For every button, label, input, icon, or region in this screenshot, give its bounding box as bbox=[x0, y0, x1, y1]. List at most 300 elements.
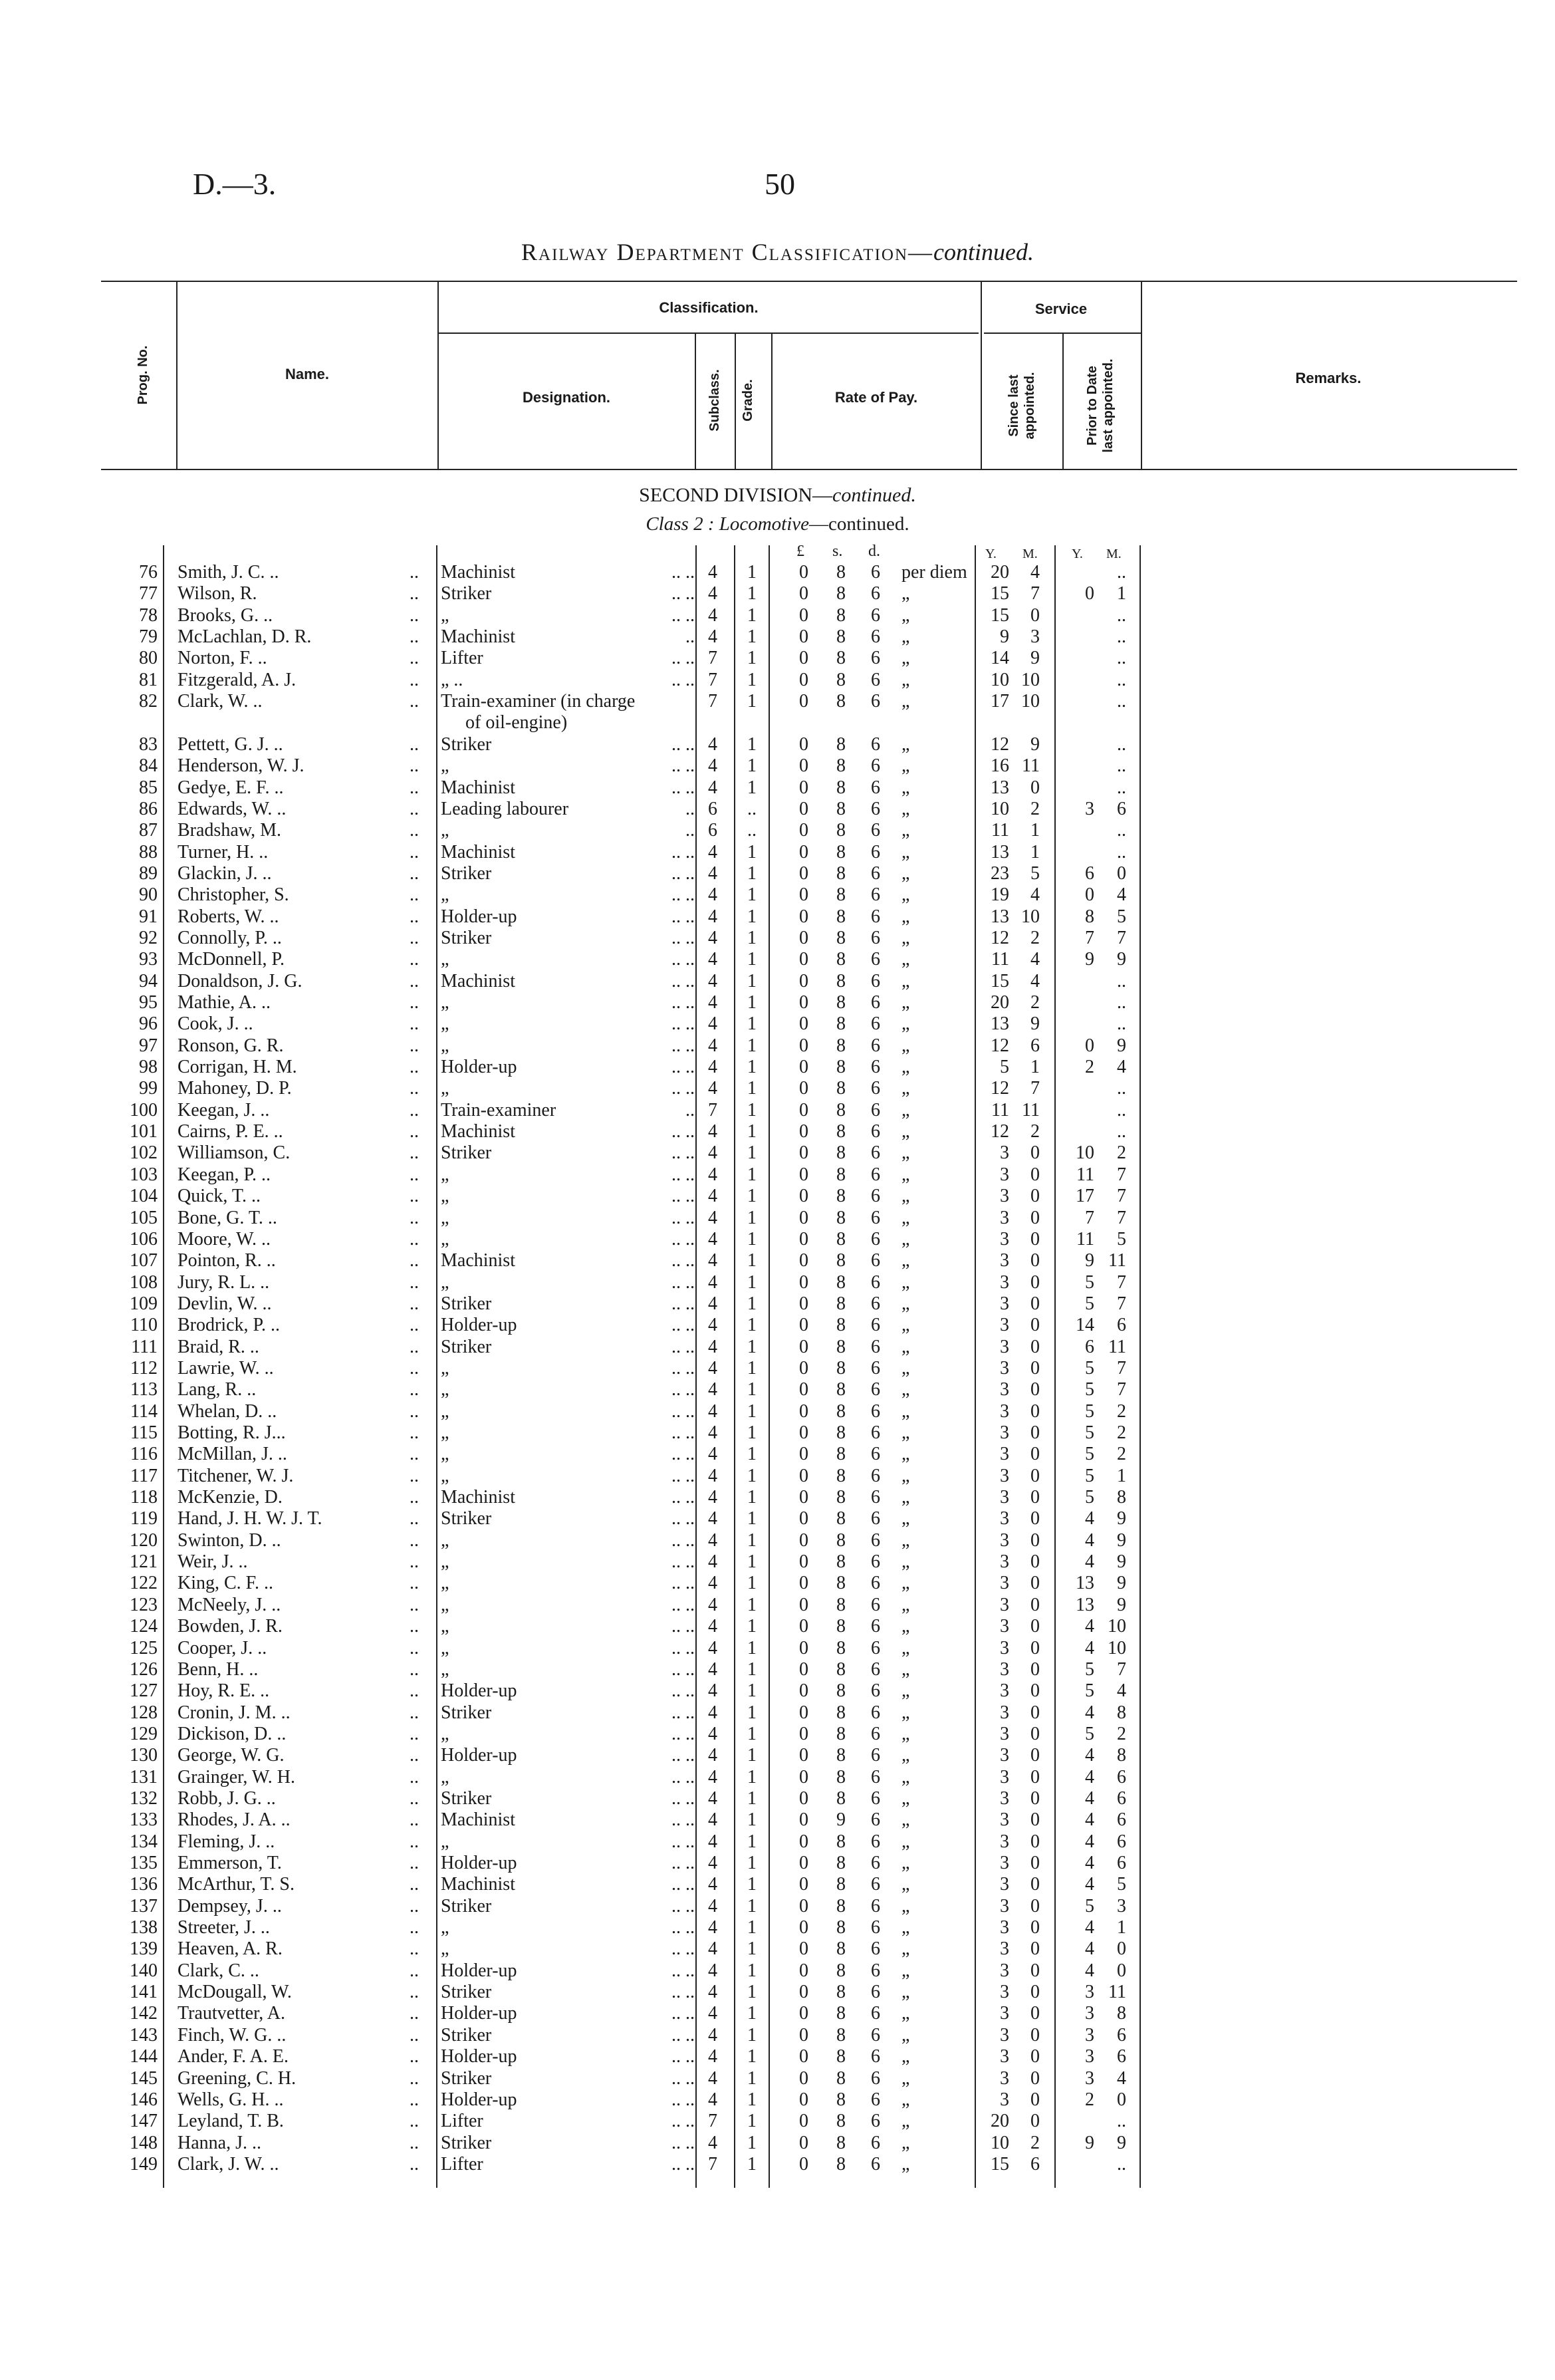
pay-pence: 6 bbox=[871, 2046, 880, 2067]
grade: 1 bbox=[747, 1766, 757, 1787]
since-years: 3 bbox=[1000, 1938, 1009, 1960]
subclass: 7 bbox=[708, 1099, 717, 1121]
prior-months: 8 bbox=[1117, 2003, 1126, 2024]
leader-dots: .. bbox=[410, 841, 419, 862]
grade: 1 bbox=[747, 927, 757, 948]
leader-dots: .. .. bbox=[671, 1207, 695, 1228]
table-row bbox=[0, 1250, 1555, 1271]
prior-years: 4 bbox=[1085, 1529, 1094, 1551]
subclass: 4 bbox=[708, 1702, 717, 1723]
leader-dots: .. bbox=[410, 1616, 419, 1637]
prior-months: 5 bbox=[1117, 1874, 1126, 1895]
employee-name: Ander, F. A. E. bbox=[178, 2046, 289, 2067]
since-months: 0 bbox=[1030, 1186, 1040, 1207]
prior-years: 6 bbox=[1085, 862, 1094, 884]
pay-period: „ bbox=[901, 1658, 910, 1680]
designation: „ bbox=[441, 1551, 449, 1573]
prior-months: .. bbox=[1117, 1078, 1126, 1099]
leader-dots: .. bbox=[410, 755, 419, 777]
pay-pence: 6 bbox=[871, 1874, 880, 1895]
since-years: 3 bbox=[1000, 1723, 1009, 1744]
page-title bbox=[0, 238, 1555, 266]
since-months: 2 bbox=[1030, 798, 1040, 819]
prior-months: 0 bbox=[1117, 1960, 1126, 1981]
table-row bbox=[0, 928, 1555, 949]
subclass: 4 bbox=[708, 1121, 717, 1142]
pay-shillings: 8 bbox=[836, 841, 846, 862]
designation: Striker bbox=[441, 733, 492, 755]
since-years: 3 bbox=[1000, 1444, 1009, 1465]
table-row bbox=[0, 1551, 1555, 1573]
pay-shillings: 8 bbox=[836, 1766, 846, 1787]
employee-name: Roberts, W. .. bbox=[178, 906, 279, 927]
leader-dots: .. bbox=[410, 992, 419, 1013]
pay-period: „ bbox=[901, 970, 910, 992]
prior-years: 4 bbox=[1085, 1874, 1094, 1895]
prog-no: 137 bbox=[130, 1895, 158, 1917]
leader-dots: .. bbox=[410, 1336, 419, 1357]
prog-no: 126 bbox=[130, 1658, 158, 1680]
pay-pence: 6 bbox=[871, 1637, 880, 1658]
leader-dots: .. bbox=[410, 669, 419, 690]
subclass: 4 bbox=[708, 562, 717, 583]
prog-no: 121 bbox=[130, 1551, 158, 1573]
employee-name: Finch, W. G. .. bbox=[178, 2024, 287, 2046]
leader-dots: .. .. bbox=[671, 1766, 695, 1787]
leader-dots: .. .. bbox=[671, 1315, 695, 1336]
since-years: 3 bbox=[1000, 1379, 1009, 1400]
prior-years: 4 bbox=[1085, 1551, 1094, 1573]
table-row bbox=[0, 1401, 1555, 1422]
since-years: 3 bbox=[1000, 1680, 1009, 1702]
designation: Leading labourer bbox=[441, 798, 569, 819]
designation: Machinist bbox=[441, 1809, 515, 1831]
pay-pence: 6 bbox=[871, 2003, 880, 2024]
subclass: 7 bbox=[708, 2153, 717, 2175]
since-years: 3 bbox=[1000, 1250, 1009, 1271]
subclass: 4 bbox=[708, 927, 717, 948]
prog-no: 133 bbox=[130, 1809, 158, 1831]
table-row bbox=[0, 670, 1555, 691]
pay-pence: 6 bbox=[871, 1013, 880, 1035]
subclass: 4 bbox=[708, 1745, 717, 1766]
pay-period: „ bbox=[901, 1444, 910, 1465]
pay-pounds: 0 bbox=[799, 648, 808, 669]
grade: 1 bbox=[747, 1982, 757, 2003]
designation: Holder-up bbox=[441, 2089, 517, 2110]
grade: 1 bbox=[747, 884, 757, 906]
since-years: 3 bbox=[1000, 1164, 1009, 1185]
pay-period: „ bbox=[901, 2067, 910, 2089]
designation: „ bbox=[441, 1207, 449, 1228]
pay-shillings: 8 bbox=[836, 2024, 846, 2046]
since-months: 9 bbox=[1030, 1013, 1040, 1035]
leader-dots: .. .. bbox=[671, 733, 695, 755]
subclass: 4 bbox=[708, 777, 717, 798]
title-main: Railway Department Classification— bbox=[521, 239, 934, 265]
table-row bbox=[0, 799, 1555, 820]
employee-name: McDonnell, P. bbox=[178, 949, 285, 970]
table-row bbox=[0, 2003, 1555, 2024]
since-months: 0 bbox=[1030, 1658, 1040, 1680]
prog-no: 111 bbox=[131, 1336, 158, 1357]
division-heading bbox=[0, 484, 1555, 507]
designation: Lifter bbox=[441, 2111, 483, 2132]
pay-pounds: 0 bbox=[799, 1142, 808, 1164]
table-row bbox=[0, 1767, 1555, 1788]
prog-no: 128 bbox=[130, 1702, 158, 1723]
prior-months: 6 bbox=[1117, 1787, 1126, 1809]
table-row bbox=[0, 1057, 1555, 1078]
since-months: 0 bbox=[1030, 1228, 1040, 1250]
pay-pounds: 0 bbox=[799, 1917, 808, 1938]
subclass: 4 bbox=[708, 1078, 717, 1099]
since-years: 3 bbox=[1000, 1616, 1009, 1637]
pay-shillings: 8 bbox=[836, 1487, 846, 1508]
pay-period: „ bbox=[901, 906, 910, 927]
class-suffix: —continued. bbox=[809, 513, 909, 535]
grade: 1 bbox=[747, 2024, 757, 2046]
grade: 1 bbox=[747, 1529, 757, 1551]
leader-dots: .. .. bbox=[671, 777, 695, 798]
pay-pence: 6 bbox=[871, 1099, 880, 1121]
leader-dots: .. bbox=[410, 1164, 419, 1185]
pay-pounds: 0 bbox=[799, 1702, 808, 1723]
prog-no: 149 bbox=[130, 2153, 158, 2175]
since-months: 10 bbox=[1021, 669, 1040, 690]
since-years: 3 bbox=[1000, 1207, 1009, 1228]
pay-pounds: 0 bbox=[799, 862, 808, 884]
table-row bbox=[0, 1358, 1555, 1379]
since-years: 3 bbox=[1000, 1702, 1009, 1723]
designation: Holder-up bbox=[441, 1680, 517, 1702]
pay-period: „ bbox=[901, 820, 910, 841]
pay-pounds: 0 bbox=[799, 1723, 808, 1744]
designation: „ bbox=[441, 1444, 449, 1465]
leader-dots: .. .. bbox=[671, 648, 695, 669]
designation: Machinist bbox=[441, 562, 515, 583]
pay-pounds: 0 bbox=[799, 1271, 808, 1293]
pay-pence: 6 bbox=[871, 1465, 880, 1486]
employee-name: Whelan, D. .. bbox=[178, 1400, 277, 1422]
prior-months: 7 bbox=[1117, 1186, 1126, 1207]
since-months: 0 bbox=[1030, 2003, 1040, 2024]
grade: 1 bbox=[747, 1207, 757, 1228]
pay-period: „ bbox=[901, 862, 910, 884]
pay-pounds: 0 bbox=[799, 1551, 808, 1573]
unit-months-since: M. bbox=[1022, 547, 1038, 561]
pay-shillings: 8 bbox=[836, 691, 846, 712]
prior-months: .. bbox=[1117, 755, 1126, 777]
since-years: 9 bbox=[1000, 626, 1009, 648]
header-prior-to-date bbox=[1084, 356, 1116, 456]
leader-dots: .. bbox=[410, 1315, 419, 1336]
pay-pounds: 0 bbox=[799, 2003, 808, 2024]
leader-dots: .. .. bbox=[671, 1637, 695, 1658]
prog-no: 93 bbox=[139, 949, 158, 970]
designation: „ bbox=[441, 1658, 449, 1680]
pay-pounds: 0 bbox=[799, 1293, 808, 1314]
pay-period: „ bbox=[901, 1745, 910, 1766]
designation: „ bbox=[441, 992, 449, 1013]
pay-pounds: 0 bbox=[799, 583, 808, 604]
grade: 1 bbox=[747, 1250, 757, 1271]
table-row bbox=[0, 1121, 1555, 1142]
leader-dots: .. .. bbox=[671, 1487, 695, 1508]
prior-months: .. bbox=[1117, 626, 1126, 648]
employee-name: Henderson, W. J. bbox=[178, 755, 304, 777]
since-years: 3 bbox=[1000, 1982, 1009, 2003]
leader-dots: .. bbox=[410, 1271, 419, 1293]
leader-dots: .. .. bbox=[671, 970, 695, 992]
subclass: 4 bbox=[708, 1853, 717, 1873]
pay-shillings: 8 bbox=[836, 1529, 846, 1551]
since-months: 0 bbox=[1030, 777, 1040, 798]
since-months: 0 bbox=[1030, 1379, 1040, 1400]
since-years: 3 bbox=[1000, 1745, 1009, 1766]
since-years: 3 bbox=[1000, 1917, 1009, 1938]
classification-underline bbox=[439, 332, 979, 334]
pay-period: „ bbox=[901, 1121, 910, 1142]
prog-no: 92 bbox=[139, 927, 158, 948]
since-years: 3 bbox=[1000, 1831, 1009, 1852]
grade: 1 bbox=[747, 648, 757, 669]
leader-dots: .. bbox=[410, 1853, 419, 1873]
since-years: 10 bbox=[991, 798, 1009, 819]
grade: 1 bbox=[747, 906, 757, 927]
subclass: 4 bbox=[708, 1874, 717, 1895]
pay-period: „ bbox=[901, 1637, 910, 1658]
grade: 1 bbox=[747, 1487, 757, 1508]
grade: 1 bbox=[747, 1745, 757, 1766]
pay-pence: 6 bbox=[871, 1336, 880, 1357]
pay-period: „ bbox=[901, 1917, 910, 1938]
grade: 1 bbox=[747, 1616, 757, 1637]
employee-name: Benn, H. .. bbox=[178, 1658, 259, 1680]
pay-pence: 6 bbox=[871, 1315, 880, 1336]
prog-no: 148 bbox=[130, 2132, 158, 2153]
prog-no: 141 bbox=[130, 1982, 158, 2003]
subclass: 6 bbox=[708, 820, 717, 841]
table-row bbox=[0, 2068, 1555, 2089]
pay-pounds: 0 bbox=[799, 1960, 808, 1981]
pay-pounds: 0 bbox=[799, 1637, 808, 1658]
pay-period: „ bbox=[901, 1508, 910, 1529]
pay-shillings: 8 bbox=[836, 1960, 846, 1981]
pay-shillings: 8 bbox=[836, 2089, 846, 2110]
leader-dots: .. .. bbox=[671, 1787, 695, 1809]
pay-pence: 6 bbox=[871, 1121, 880, 1142]
pay-period: „ bbox=[901, 2089, 910, 2110]
pay-pence: 6 bbox=[871, 1680, 880, 1702]
prior-years: 6 bbox=[1085, 1336, 1094, 1357]
designation: Striker bbox=[441, 1787, 492, 1809]
leader-dots: .. bbox=[410, 1422, 419, 1443]
prog-no: 114 bbox=[130, 1400, 158, 1422]
employee-name: Pointon, R. .. bbox=[178, 1250, 276, 1271]
prior-months: 8 bbox=[1117, 1702, 1126, 1723]
since-months: 1 bbox=[1030, 1057, 1040, 1078]
pay-shillings: 8 bbox=[836, 604, 846, 626]
pay-shillings: 8 bbox=[836, 1745, 846, 1766]
leader-dots: .. bbox=[410, 1702, 419, 1723]
prog-no: 113 bbox=[130, 1379, 158, 1400]
leader-dots: .. .. bbox=[671, 2024, 695, 2046]
since-years: 13 bbox=[991, 906, 1009, 927]
subclass: 4 bbox=[708, 1379, 717, 1400]
pay-pence: 6 bbox=[871, 1400, 880, 1422]
subclass: 4 bbox=[708, 884, 717, 906]
prior-months: 1 bbox=[1117, 1917, 1126, 1938]
pay-shillings: 8 bbox=[836, 755, 846, 777]
since-years: 17 bbox=[991, 691, 1009, 712]
prior-years: 3 bbox=[1085, 2024, 1094, 2046]
pay-period: „ bbox=[901, 1250, 910, 1271]
pay-pence: 6 bbox=[871, 1766, 880, 1787]
leader-dots: .. bbox=[410, 1099, 419, 1121]
table-row bbox=[0, 1100, 1555, 1121]
designation: Holder-up bbox=[441, 1315, 517, 1336]
table-row bbox=[0, 1379, 1555, 1400]
since-months: 4 bbox=[1030, 562, 1040, 583]
pay-pence: 6 bbox=[871, 777, 880, 798]
designation: „ bbox=[441, 1379, 449, 1400]
since-years: 3 bbox=[1000, 1766, 1009, 1787]
employee-name: Keegan, P. .. bbox=[178, 1164, 271, 1185]
pay-shillings: 8 bbox=[836, 1400, 846, 1422]
since-years: 3 bbox=[1000, 1508, 1009, 1529]
pay-pence: 6 bbox=[871, 1938, 880, 1960]
pay-shillings: 8 bbox=[836, 1078, 846, 1099]
leader-dots: .. bbox=[410, 1357, 419, 1379]
leader-dots: .. .. bbox=[671, 1078, 695, 1099]
pay-shillings: 8 bbox=[836, 1164, 846, 1185]
prog-no: 85 bbox=[139, 777, 158, 798]
since-months: 0 bbox=[1030, 2089, 1040, 2110]
class-heading bbox=[0, 513, 1555, 535]
pay-pounds: 0 bbox=[799, 992, 808, 1013]
leader-dots: .. .. bbox=[671, 1723, 695, 1744]
employee-name: Titchener, W. J. bbox=[178, 1465, 294, 1486]
since-years: 12 bbox=[991, 1035, 1009, 1056]
designation: Striker bbox=[441, 2132, 492, 2153]
grade: 1 bbox=[747, 1357, 757, 1379]
leader-dots: .. .. bbox=[671, 1551, 695, 1573]
subclass: 4 bbox=[708, 1960, 717, 1981]
prog-no: 81 bbox=[139, 669, 158, 690]
pay-pence: 6 bbox=[871, 1853, 880, 1873]
pay-period: „ bbox=[901, 1874, 910, 1895]
employee-name: Cronin, J. M. .. bbox=[178, 1702, 291, 1723]
grade: 1 bbox=[747, 970, 757, 992]
since-months: 0 bbox=[1030, 1551, 1040, 1573]
grade: 1 bbox=[747, 1271, 757, 1293]
since-months: 0 bbox=[1030, 1982, 1040, 2003]
pay-period: „ bbox=[901, 1013, 910, 1035]
leader-dots: .. .. bbox=[671, 2046, 695, 2067]
grade: 1 bbox=[747, 1465, 757, 1486]
leader-dots: .. .. bbox=[671, 1422, 695, 1443]
leader-dots: .. .. bbox=[671, 1616, 695, 1637]
leader-dots: .. .. bbox=[671, 1465, 695, 1486]
pay-shillings: 8 bbox=[836, 927, 846, 948]
prior-months: .. bbox=[1117, 777, 1126, 798]
pay-shillings: 8 bbox=[836, 1057, 846, 1078]
prior-months: 10 bbox=[1108, 1616, 1126, 1637]
pay-pence: 6 bbox=[871, 1379, 880, 1400]
since-months: 0 bbox=[1030, 1895, 1040, 1917]
pay-pounds: 0 bbox=[799, 1508, 808, 1529]
leader-dots: .. bbox=[410, 1917, 419, 1938]
employee-name: Bradshaw, M. bbox=[178, 820, 282, 841]
leader-dots: .. bbox=[410, 2067, 419, 2089]
pay-shillings: 8 bbox=[836, 1444, 846, 1465]
subclass: 4 bbox=[708, 1809, 717, 1831]
table-row bbox=[0, 1724, 1555, 1745]
since-years: 3 bbox=[1000, 1529, 1009, 1551]
prior-months: 7 bbox=[1117, 1164, 1126, 1185]
designation: „ bbox=[441, 1164, 449, 1185]
prior-months: 11 bbox=[1108, 1336, 1126, 1357]
since-months: 0 bbox=[1030, 1250, 1040, 1271]
prior-years: 4 bbox=[1085, 1508, 1094, 1529]
pay-shillings: 8 bbox=[836, 1917, 846, 1938]
pay-pounds: 0 bbox=[799, 2046, 808, 2067]
leader-dots: .. bbox=[410, 1874, 419, 1895]
leader-dots: .. .. bbox=[671, 2132, 695, 2153]
pay-period: „ bbox=[901, 798, 910, 819]
prog-no: 124 bbox=[130, 1616, 158, 1637]
prior-years: 7 bbox=[1085, 1207, 1094, 1228]
grade: 1 bbox=[747, 1078, 757, 1099]
pay-period: „ bbox=[901, 1895, 910, 1917]
pay-period: „ bbox=[901, 2024, 910, 2046]
designation: „ bbox=[441, 1831, 449, 1852]
prior-months: 3 bbox=[1117, 1895, 1126, 1917]
leader-dots: .. bbox=[410, 1379, 419, 1400]
pay-shillings: 8 bbox=[836, 1336, 846, 1357]
designation: Lifter bbox=[441, 648, 483, 669]
designation: Holder-up bbox=[441, 1853, 517, 1873]
since-years: 13 bbox=[991, 841, 1009, 862]
prior-years: 5 bbox=[1085, 1271, 1094, 1293]
since-months: 9 bbox=[1030, 733, 1040, 755]
since-months: 4 bbox=[1030, 949, 1040, 970]
grade: 1 bbox=[747, 1637, 757, 1658]
pay-pounds: 0 bbox=[799, 1121, 808, 1142]
prior-months: 4 bbox=[1117, 884, 1126, 906]
pay-pence: 6 bbox=[871, 970, 880, 992]
grade: 1 bbox=[747, 1551, 757, 1573]
prog-no: 123 bbox=[130, 1594, 158, 1615]
pay-period: „ bbox=[901, 583, 910, 604]
since-years: 13 bbox=[991, 777, 1009, 798]
grade: 1 bbox=[747, 1917, 757, 1938]
since-months: 2 bbox=[1030, 1121, 1040, 1142]
pay-shillings: 8 bbox=[836, 1853, 846, 1873]
table-row bbox=[0, 1595, 1555, 1616]
designation: Machinist bbox=[441, 777, 515, 798]
leader-dots: .. bbox=[410, 2132, 419, 2153]
pay-shillings: 8 bbox=[836, 1379, 846, 1400]
prior-years: 10 bbox=[1076, 1142, 1094, 1164]
employee-name: Turner, H. .. bbox=[178, 841, 269, 862]
since-months: 0 bbox=[1030, 1508, 1040, 1529]
prior-months: .. bbox=[1117, 1121, 1126, 1142]
pay-shillings: 9 bbox=[836, 1809, 846, 1831]
designation: Machinist bbox=[441, 1487, 515, 1508]
since-months: 5 bbox=[1030, 862, 1040, 884]
